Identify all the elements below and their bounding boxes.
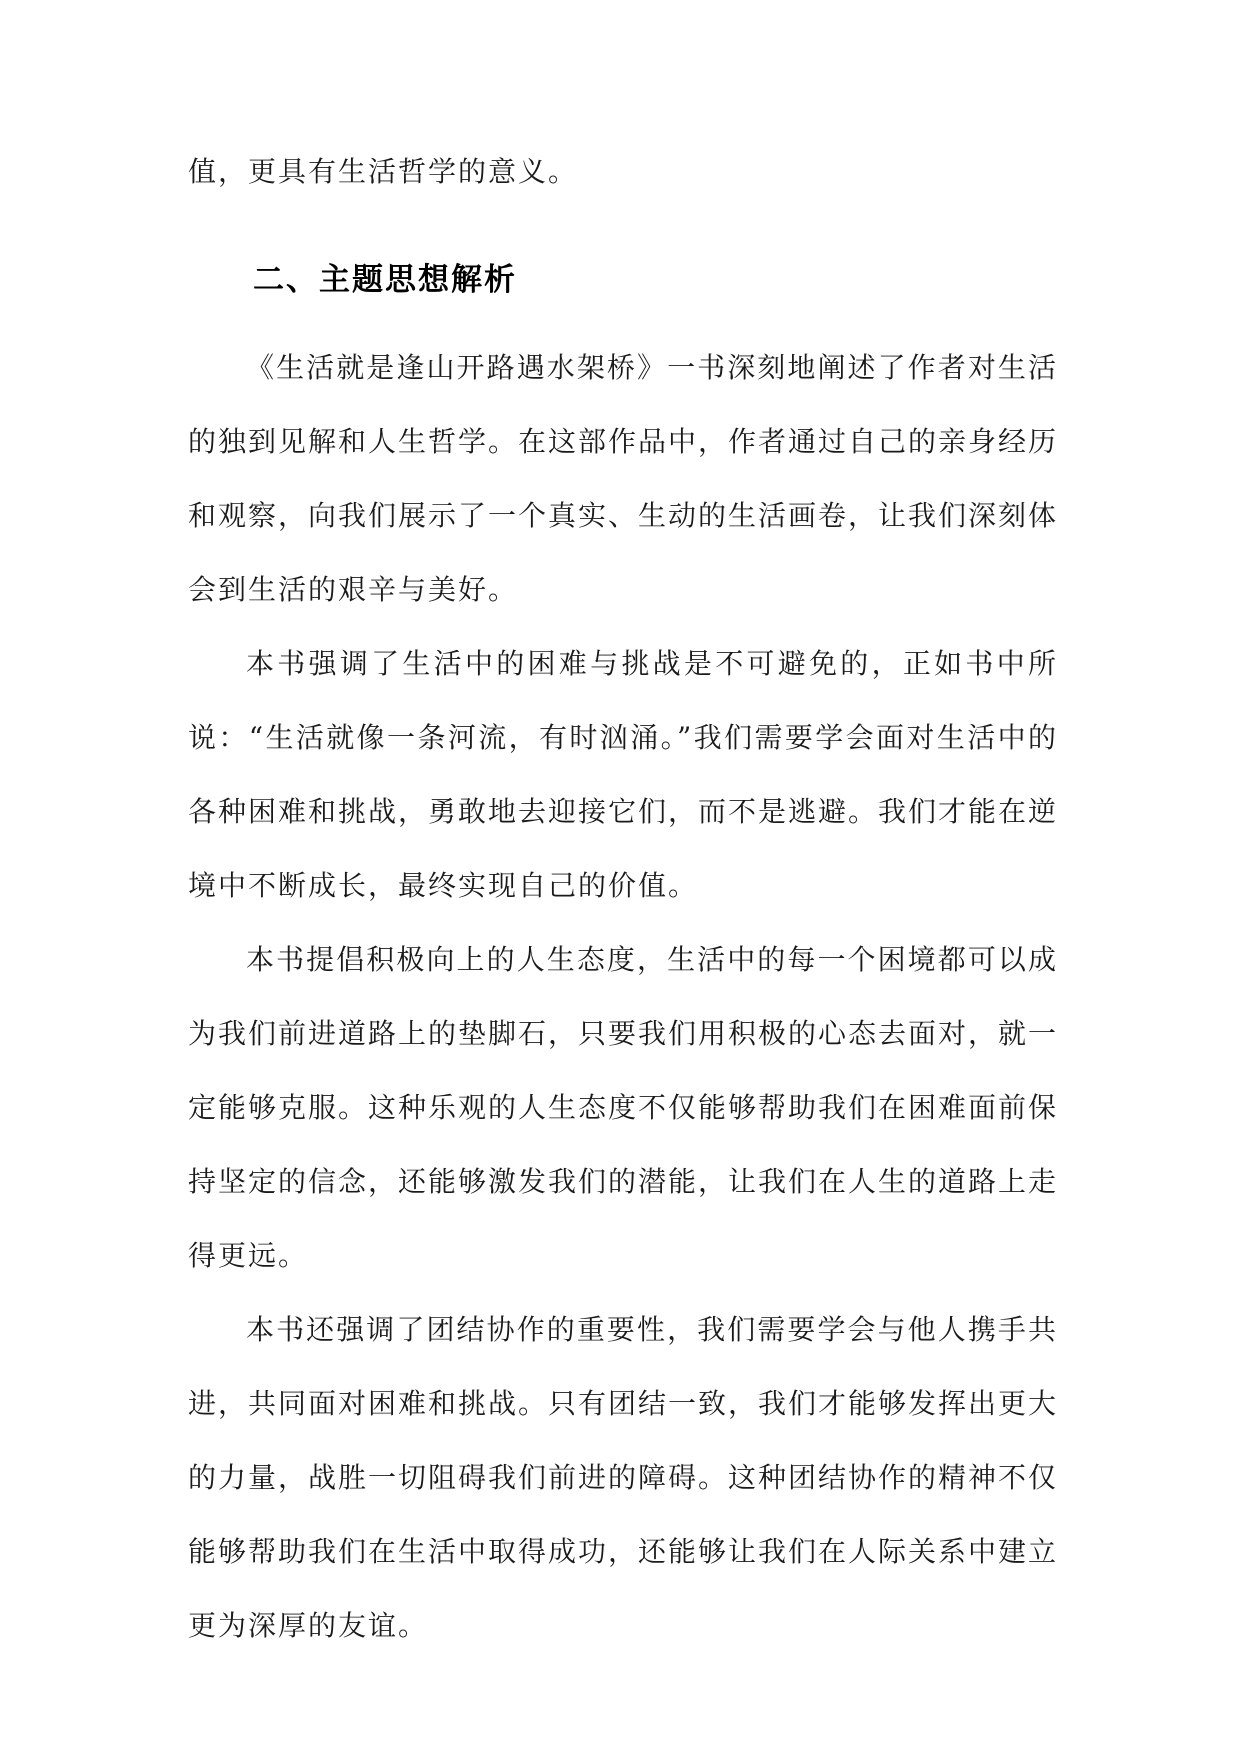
paragraph-3: 本书提倡积极向上的人生态度，生活中的每一个困境都可以成为我们前进道路上的垫脚石，只要我们用积极的心态去面对，就一定能够克服。这种乐观的人生态度不仅能够帮助我们在困难面前保持坚定的信念，还能够激发我们的潜能，让我们在人生的道路上走得更远。 <box>188 943 1059 1272</box>
paragraph-4: 本书还强调了团结协作的重要性，我们需要学会与他人携手共进，共同面对困难和挑战。只有团结一致，我们才能够发挥出更大的力量，战胜一切阻碍我们前进的障碍。这种团结协作的精神不仅能够帮助我们在生活中取得成功，还能够让我们在人际关系中建立更为深厚的友谊。 <box>188 1313 1059 1642</box>
paragraph-1: 《生活就是逢山开路遇水架桥》一书深刻地阐述了作者对生活的独到见解和人生哲学。在这部作品中，作者通过自己的亲身经历和观察，向我们展示了一个真实、生动的生活画卷，让我们深刻体会到生活的艰辛与美好。 <box>188 351 1059 606</box>
body-text <box>188 331 1058 1663</box>
continuation-text: 值，更具有生活哲学的意义。 <box>188 155 579 188</box>
paragraph-2: 本书强调了生活中的困难与挑战是不可避免的，正如书中所说：“生活就像一条河流，有时汹涌。”我们需要学会面对生活中的各种困难和挑战，勇敢地去迎接它们，而不是逃避。我们才能在逆境中不断成长，最终实现自己的价值。 <box>188 647 1059 902</box>
section-heading: 二、主题思想解析 <box>253 262 517 298</box>
